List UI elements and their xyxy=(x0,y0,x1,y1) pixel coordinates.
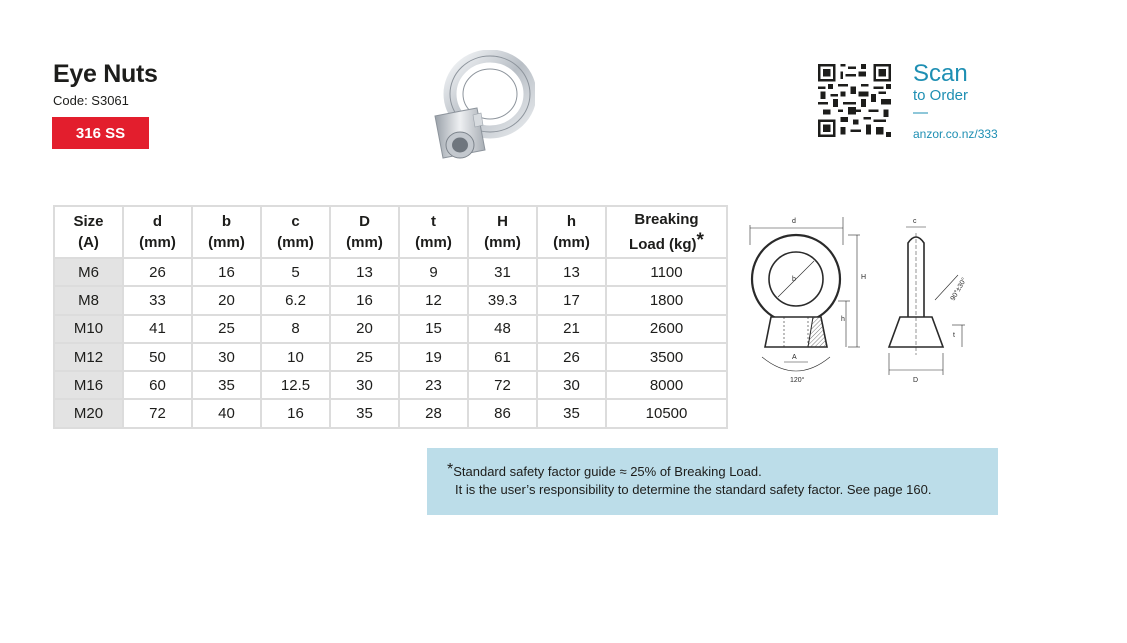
table-cell: 35 xyxy=(537,399,606,427)
table-cell: 30 xyxy=(537,371,606,399)
dim-label-A: A xyxy=(792,354,797,361)
eye-nut-image xyxy=(425,50,535,162)
table-cell: 15 xyxy=(399,315,468,343)
size-cell: M16 xyxy=(54,371,123,399)
spec-table xyxy=(53,205,728,429)
size-cell: M8 xyxy=(54,286,123,314)
table-row xyxy=(54,399,727,427)
table-cell: 8 xyxy=(261,315,330,343)
material-badge: 316 SS xyxy=(52,117,149,149)
table-cell: 19 xyxy=(399,343,468,371)
column-header: h (mm) xyxy=(537,206,606,258)
dim-label-H: H xyxy=(861,274,867,281)
dim-label-c: c xyxy=(913,218,917,225)
table-cell: 40 xyxy=(192,399,261,427)
table-cell: 28 xyxy=(399,399,468,427)
table-cell: 48 xyxy=(468,315,537,343)
table-row xyxy=(54,258,727,286)
table-cell: 1800 xyxy=(606,286,727,314)
table-row xyxy=(54,286,727,314)
table-cell: 39.3 xyxy=(468,286,537,314)
table-cell: 20 xyxy=(330,315,399,343)
page-title: Eye Nuts xyxy=(53,60,158,88)
table-cell: 17 xyxy=(537,286,606,314)
column-header: b (mm) xyxy=(192,206,261,258)
dim-label-D: D xyxy=(913,377,919,384)
table-cell: 41 xyxy=(123,315,192,343)
table-cell: 10500 xyxy=(606,399,727,427)
table-cell: 1100 xyxy=(606,258,727,286)
table-cell: 16 xyxy=(330,286,399,314)
column-header: H (mm) xyxy=(468,206,537,258)
table-row xyxy=(54,343,727,371)
table-cell: 30 xyxy=(192,343,261,371)
table-cell: 21 xyxy=(537,315,606,343)
table-cell: 2600 xyxy=(606,315,727,343)
table-cell: 61 xyxy=(468,343,537,371)
dim-label-d: d xyxy=(792,218,796,225)
product-code: Code: S3061 xyxy=(53,93,129,108)
qr-code-icon[interactable] xyxy=(818,64,891,137)
scan-subtitle: to Order xyxy=(913,87,969,104)
table-cell: 30 xyxy=(330,371,399,399)
table-cell: 35 xyxy=(330,399,399,427)
table-cell: 26 xyxy=(123,258,192,286)
note-asterisk: * xyxy=(447,461,454,478)
size-cell: M6 xyxy=(54,258,123,286)
table-cell: 20 xyxy=(192,286,261,314)
table-cell: 6.2 xyxy=(261,286,330,314)
column-header: Size (A) xyxy=(54,206,123,258)
table-cell: 25 xyxy=(330,343,399,371)
note-line-2: It is the user’s responsibility to determine the standard safety factor. See page 160. xyxy=(455,482,932,497)
table-cell: 33 xyxy=(123,286,192,314)
dim-label-angle: 120° xyxy=(790,377,805,384)
table-cell: 60 xyxy=(123,371,192,399)
column-header: d (mm) xyxy=(123,206,192,258)
table-cell: 16 xyxy=(192,258,261,286)
table-cell: 5 xyxy=(261,258,330,286)
table-cell: 13 xyxy=(330,258,399,286)
table-cell: 10 xyxy=(261,343,330,371)
size-cell: M10 xyxy=(54,315,123,343)
table-cell: 8000 xyxy=(606,371,727,399)
table-cell: 12 xyxy=(399,286,468,314)
table-cell: 26 xyxy=(537,343,606,371)
table-cell: 13 xyxy=(537,258,606,286)
table-cell: 3500 xyxy=(606,343,727,371)
dim-label-t: t xyxy=(953,332,955,339)
table-cell: 16 xyxy=(261,399,330,427)
dimension-diagram xyxy=(740,205,972,390)
table-header-row xyxy=(54,206,727,258)
column-header: D (mm) xyxy=(330,206,399,258)
table-row xyxy=(54,315,727,343)
size-cell: M12 xyxy=(54,343,123,371)
order-url-link[interactable]: anzor.co.nz/333 xyxy=(913,127,998,141)
dim-label-taper: 90°±30° xyxy=(949,276,969,302)
table-cell: 23 xyxy=(399,371,468,399)
column-header: Breaking Load (kg)* xyxy=(606,206,727,258)
safety-note xyxy=(427,448,998,515)
dim-label-h: h xyxy=(841,316,845,323)
table-cell: 86 xyxy=(468,399,537,427)
table-cell: 35 xyxy=(192,371,261,399)
dim-label-b: b xyxy=(792,276,796,283)
table-cell: 72 xyxy=(468,371,537,399)
table-cell: 25 xyxy=(192,315,261,343)
column-header: c (mm) xyxy=(261,206,330,258)
column-header: t (mm) xyxy=(399,206,468,258)
table-cell: 72 xyxy=(123,399,192,427)
scan-title: Scan xyxy=(913,60,968,87)
table-row xyxy=(54,371,727,399)
scan-divider: — xyxy=(913,104,928,121)
note-line-1: Standard safety factor guide ≈ 25% of Breaking Load. xyxy=(453,464,762,479)
size-cell: M20 xyxy=(54,399,123,427)
table-cell: 31 xyxy=(468,258,537,286)
table-cell: 50 xyxy=(123,343,192,371)
table-cell: 9 xyxy=(399,258,468,286)
table-cell: 12.5 xyxy=(261,371,330,399)
